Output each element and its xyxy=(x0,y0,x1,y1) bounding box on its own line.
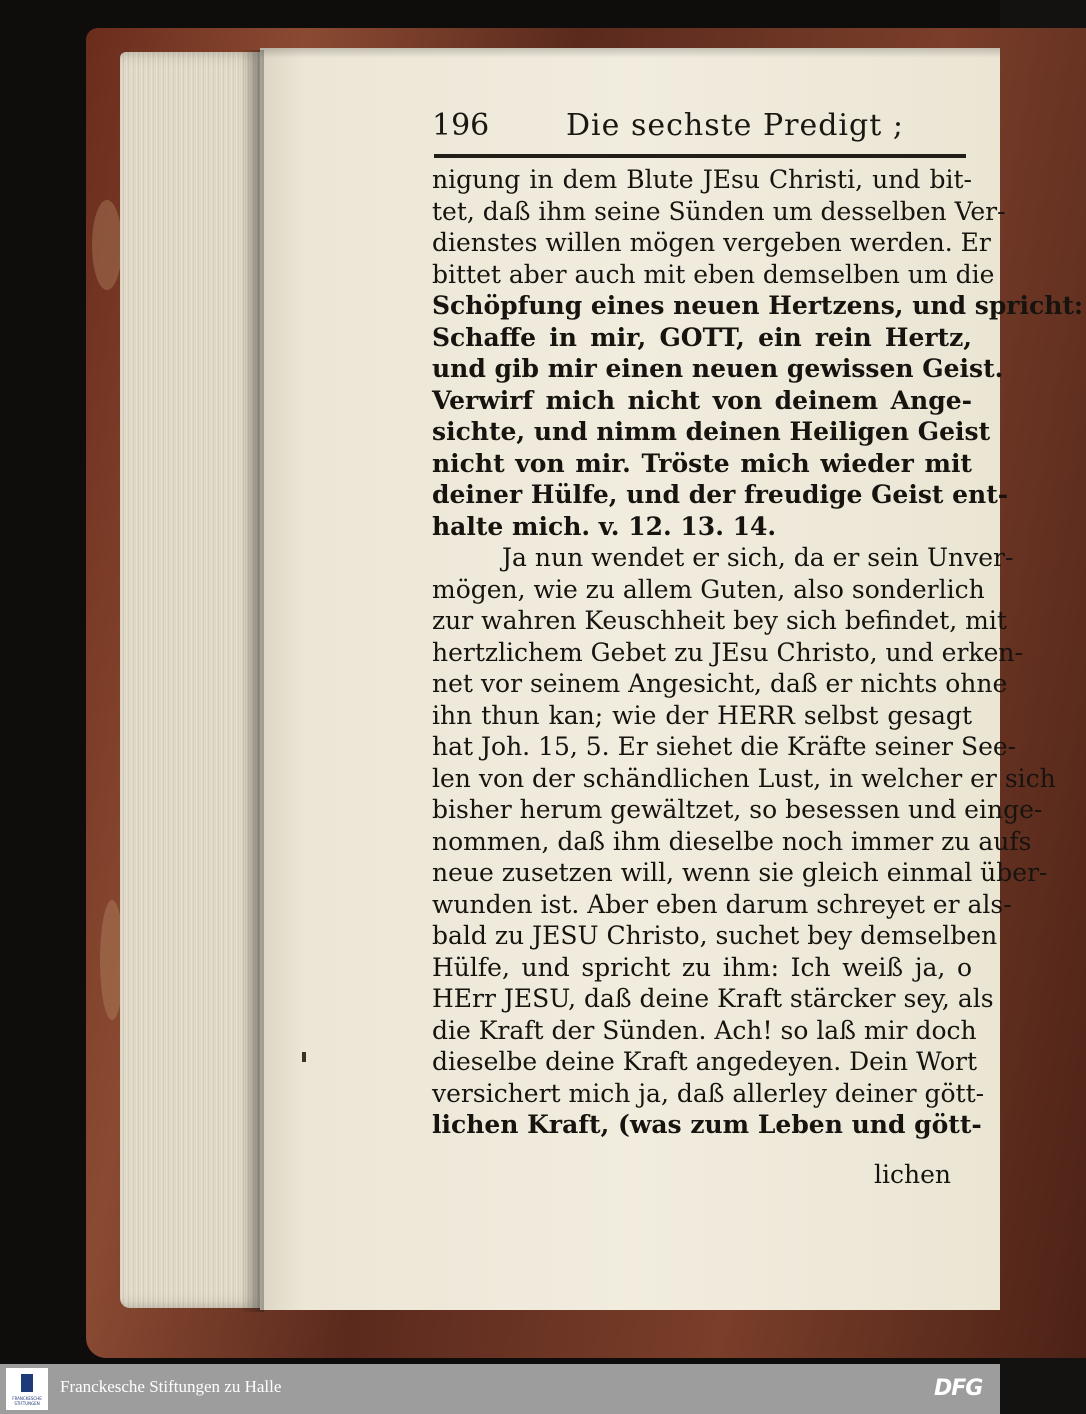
institution-name: Franckesche Stiftungen zu Halle xyxy=(60,1377,282,1396)
running-title: Die sechste Predigt ; xyxy=(566,108,904,143)
text-line: zur wahren Keuschheit bey sich befindet, mit xyxy=(432,606,1007,635)
text-line: dienstes willen mögen vergeben werden. Er xyxy=(432,228,991,257)
text-line: die Kraft der Sünden. Ach! so laß mir doch xyxy=(432,1015,977,1045)
footer-bar xyxy=(0,1364,1000,1414)
text-line: Hülfe, und spricht zu ihm: Ich weiß ja, o xyxy=(432,952,972,982)
running-head xyxy=(432,108,968,158)
text-line: bittet aber auch mit eben demselben um die xyxy=(432,259,995,289)
text-line: dieselbe deine Kraft angedeyen. Dein Wort xyxy=(432,1047,978,1076)
text-line: und gib mir einen neuen gewissen Geist. xyxy=(432,354,1004,383)
text-line: bisher herum gewältzet, so besessen und einge- xyxy=(432,795,1043,824)
text-line: deiner Hülfe, und der freudige Geist ent- xyxy=(432,480,1009,509)
logo-text: FRANCKESCHE STIFTUNGEN xyxy=(12,1396,42,1406)
franckesche-stiftungen-logo[interactable] xyxy=(6,1368,48,1410)
text-line: bald zu JESU Christo, suchet bey demselben xyxy=(432,921,998,950)
page-number: 196 xyxy=(432,108,490,143)
header-rule xyxy=(434,154,966,158)
body-text xyxy=(432,164,1084,1141)
text-line: nicht von mir. Tröste mich wieder mit xyxy=(432,448,972,478)
page-top-shadow xyxy=(260,48,1000,58)
institution-emblem-icon xyxy=(21,1374,33,1392)
text-line: Schaffe in mir, GOTT, ein rein Hertz, xyxy=(432,322,972,352)
text-line: HErr JESU, daß deine Kraft stärcker sey, als xyxy=(432,984,994,1013)
ink-speck xyxy=(302,1052,306,1062)
text-line: Verwirf mich nicht von deinem Ange- xyxy=(432,385,972,415)
text-line: versichert mich ja, daß allerley deiner gött- xyxy=(432,1078,985,1108)
text-line: nigung in dem Blute JEsu Christi, und bit- xyxy=(432,165,972,194)
text-line: halte mich. v. 12. 13. 14. xyxy=(432,511,777,541)
text-line: Ja nun wendet er sich, da er sein Unver- xyxy=(502,543,1014,572)
text-line: sichte, und nimm deinen Heiligen Geist xyxy=(432,417,991,446)
text-line: mögen, wie zu allem Guten, also sonderlich xyxy=(432,574,985,604)
text-line: neue zusetzen will, wenn sie gleich einmal über- xyxy=(432,858,1048,887)
text-line: wunden ist. Aber eben darum schreyet er als- xyxy=(432,889,1012,919)
cover-wear-spot xyxy=(92,200,122,290)
dfg-logo[interactable]: DFG xyxy=(934,1376,983,1401)
text-line: tet, daß ihm seine Sünden um desselben Ver- xyxy=(432,196,1006,226)
catchword: lichen xyxy=(874,1160,951,1189)
text-line: Schöpfung eines neuen Hertzens, und spricht: xyxy=(432,291,1084,320)
text-line: hertzlichem Gebet zu JEsu Christo, und erken- xyxy=(432,637,1023,667)
text-line: nommen, daß ihm dieselbe noch immer zu aufs xyxy=(432,826,1032,856)
page-gutter-shadow xyxy=(240,50,264,1312)
text-line: hat Joh. 15, 5. Er siehet die Kräfte seiner See- xyxy=(432,732,1017,761)
text-line: len von der schändlichen Lust, in welcher er sich xyxy=(432,763,1056,793)
text-line: net vor seinem Angesicht, daß er nichts ohne xyxy=(432,669,1008,698)
text-line: ihn thun kan; wie der HERR selbst gesagt xyxy=(432,700,972,730)
text-line: lichen Kraft, (was zum Leben und gött- xyxy=(432,1110,982,1139)
